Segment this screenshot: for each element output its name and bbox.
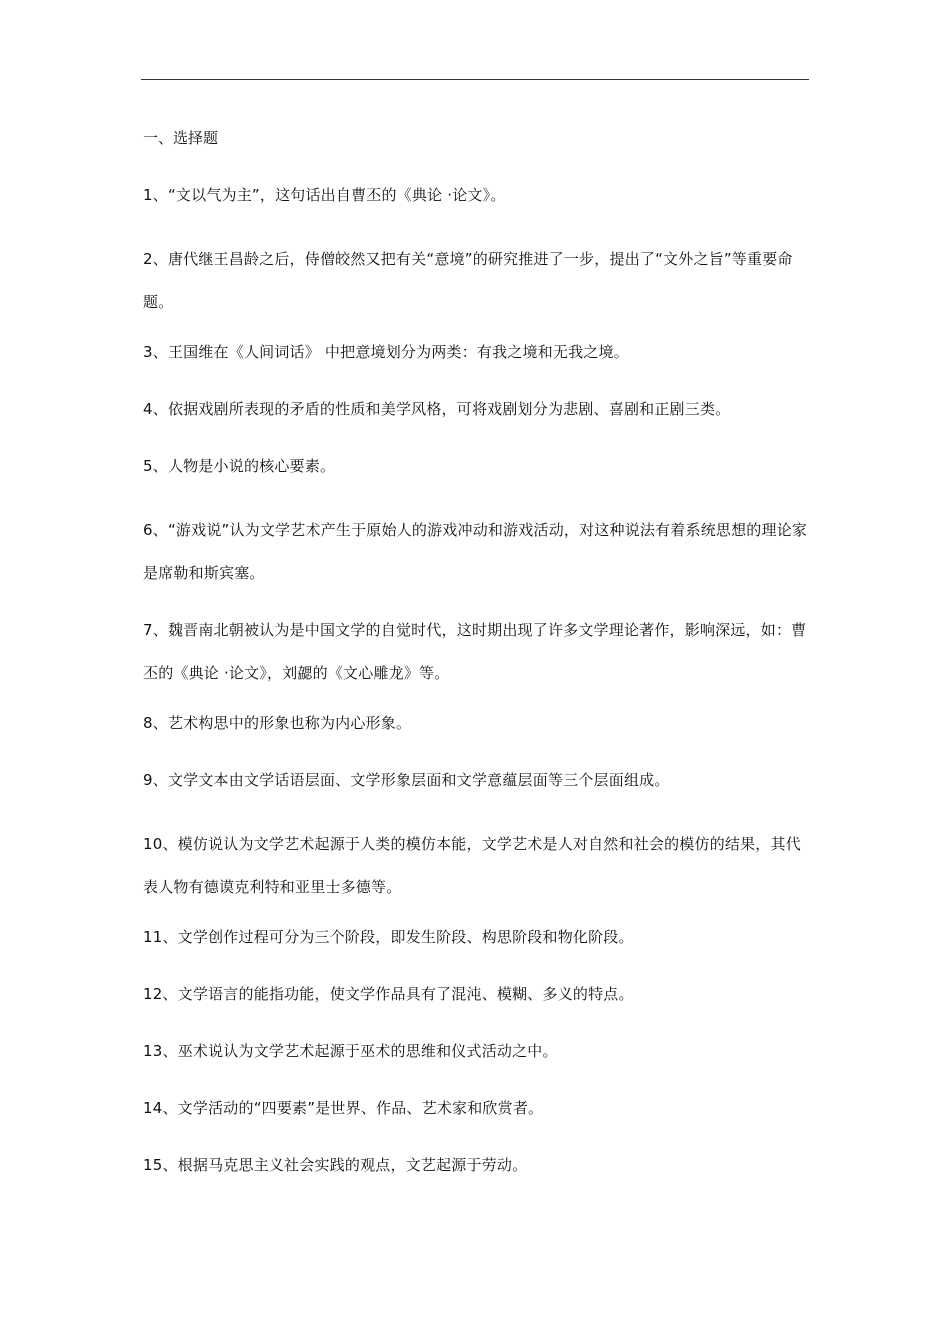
question-item-11: 11、文学创作过程可分为三个阶段，即发生阶段、构思阶段和物化阶段。 bbox=[143, 928, 634, 946]
question-item-15: 15、根据马克思主义社会实践的观点，文艺起源于劳动。 bbox=[143, 1156, 528, 1174]
question-item-12: 12、文学语言的能指功能，使文学作品具有了混沌、模糊、多义的特点。 bbox=[143, 985, 634, 1003]
question-item-1: 1、“文以气为主”，这句话出自曹丕的《典论 ·论文》。 bbox=[143, 186, 506, 204]
question-item-6: 6、“游戏说”认为文学艺术产生于原始人的游戏冲动和游戏活动，对这种说法有着系统思想的理论家是席勒和斯宾塞。 bbox=[143, 521, 808, 582]
document-body bbox=[143, 124, 815, 1208]
section-title: 一、选择题 bbox=[143, 129, 219, 147]
question-item-8: 8、艺术构思中的形象也称为内心形象。 bbox=[143, 714, 412, 732]
question-item-9: 9、文学文本由文学话语层面、文学形象层面和文学意蕴层面等三个层面组成。 bbox=[143, 771, 670, 789]
question-item-10: 10、模仿说认为文学艺术起源于人类的模仿本能，文学艺术是人对自然和社会的模仿的结果，其代表人物有德谟克利特和亚里士多德等。 bbox=[143, 835, 801, 896]
question-item-14: 14、文学活动的“四要素”是世界、作品、艺术家和欣赏者。 bbox=[143, 1099, 544, 1117]
question-item-13: 13、巫术说认为文学艺术起源于巫术的思维和仪式活动之中。 bbox=[143, 1042, 558, 1060]
header-divider bbox=[141, 79, 809, 80]
question-item-7: 7、魏晋南北朝被认为是中国文学的自觉时代，这时期出现了许多文学理论著作，影响深远，如：曹丕的《典论 ·论文》，刘勰的《文心雕龙》等。 bbox=[143, 621, 807, 682]
question-item-5: 5、人物是小说的核心要素。 bbox=[143, 457, 336, 475]
question-item-3: 3、王国维在《人间词话》 中把意境划分为两类：有我之境和无我之境。 bbox=[143, 343, 629, 361]
question-item-2: 2、唐代继王昌龄之后，侍僧皎然又把有关“意境”的研究推进了一步，提出了“文外之旨”等重要命题。 bbox=[143, 250, 793, 311]
question-item-4: 4、依据戏剧所表现的矛盾的性质和美学风格，可将戏剧划分为悲剧、喜剧和正剧三类。 bbox=[143, 400, 731, 418]
